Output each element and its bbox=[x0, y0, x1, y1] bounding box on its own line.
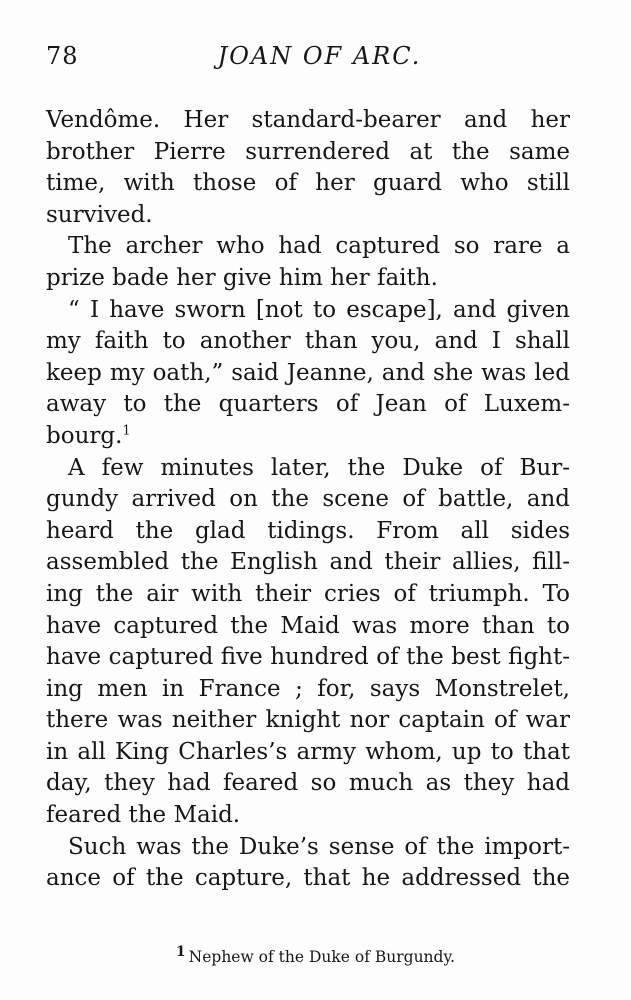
text-line: in all King Charles’s army whom, up to that bbox=[46, 738, 570, 765]
text-line: there was neither knight nor captain of war bbox=[46, 707, 570, 734]
body-text bbox=[46, 105, 570, 895]
text-line: my faith to another than you, and I shall bbox=[46, 328, 570, 355]
text-line-with-footnote bbox=[46, 421, 570, 453]
text-line: keep my oath,” said Jeanne, and she was led bbox=[46, 359, 570, 386]
text-line: gundy arrived on the scene of battle, and bbox=[46, 486, 570, 513]
text-line: time, with those of her guard who still bbox=[46, 170, 570, 197]
text-line: assembled the English and their allies, fill- bbox=[46, 549, 570, 576]
text-line: heard the glad tidings. From all sides bbox=[46, 517, 570, 544]
footnote-text: Nephew of the Duke of Burgundy. bbox=[188, 948, 456, 966]
text-line: brother Pierre surrendered at the same bbox=[46, 138, 570, 165]
text-line: survived. bbox=[46, 201, 153, 228]
page-header bbox=[46, 42, 573, 82]
text-line: away to the quarters of Jean of Luxem- bbox=[46, 391, 570, 418]
text-line: Vendôme. Her standard-bearer and her bbox=[46, 107, 570, 133]
text-line: ance of the capture, that he addressed the bbox=[46, 865, 570, 892]
text-line: prize bade her give him her faith. bbox=[46, 264, 438, 291]
text-line: Such was the Duke’s sense of the import- bbox=[68, 833, 570, 860]
footnote-reference: 1 bbox=[122, 423, 131, 439]
running-title: JOAN OF ARC. bbox=[217, 42, 422, 70]
text-line: feared the Maid. bbox=[46, 802, 241, 829]
footnote bbox=[0, 943, 631, 966]
text-line: day, they had feared so much as they had bbox=[46, 770, 570, 797]
text-line: ing men in France ; for, says Monstrelet, bbox=[46, 675, 570, 702]
text-line: have captured the Maid was more than to bbox=[46, 612, 570, 639]
text-line: A few minutes later, the Duke of Bur- bbox=[68, 454, 570, 481]
page-number: 78 bbox=[46, 42, 79, 70]
text-line: have captured five hundred of the best fight- bbox=[46, 644, 570, 671]
footnote-marker: 1 bbox=[175, 943, 186, 960]
text-line: The archer who had captured so rare a bbox=[68, 233, 570, 260]
text-line: ing the air with their cries of triumph. To bbox=[46, 580, 570, 607]
text-line: “ I have sworn [not to escape], and given bbox=[68, 296, 570, 323]
text-line: bourg. bbox=[46, 422, 123, 449]
